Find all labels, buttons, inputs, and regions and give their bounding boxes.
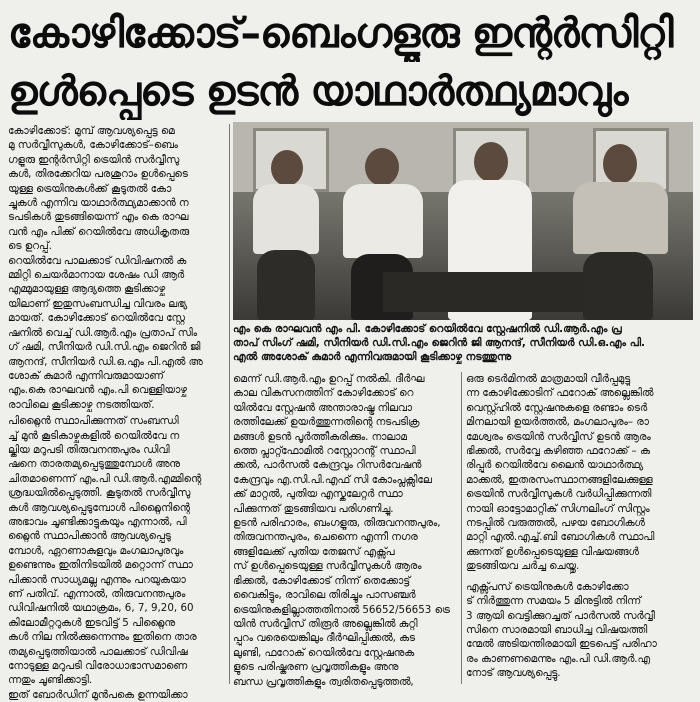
- article-line: റെയിൽവേ പാലക്കാട് ഡിവിഷനൽ ക: [8, 254, 187, 267]
- article-line: ആനന്ദ്, സീനിയർ ഡി.ഒ.എം പി.എൽ അ: [8, 355, 203, 368]
- article-line: ശ്രദ്ധയിൽപ്പെടുത്തി. കൂടുതൽ സർവ്വീസു: [8, 487, 191, 500]
- article-line: എക്സ്പ്രസ് ട്രെയിനുകൾ കോഴിക്കോ: [466, 580, 629, 593]
- article-line: പിറ്റ്ലൈൻ സ്ഥാപിക്കുന്നത് സംബന്ധി: [8, 415, 179, 428]
- article-line: രിപ്പൂർ റെയിൽവേ ലൈൻ യാഥാർത്ഥ്യ: [466, 459, 644, 472]
- article-line: പിക്കാൻ സാധ്യമല്ല എന്നും പറയുകയാ: [8, 573, 186, 586]
- article-line: കേന്ദ്രവും എ.സി.പി.എഫ് സി കോംപ്ലക്സിലേ: [233, 473, 432, 486]
- article-line: ക്കൽ, പാർസൽ കേന്ദ്രവും റിസർവേഷൻ: [233, 459, 422, 472]
- article-line: പിക്കുന്നത് തുടങ്ങിയവ പരിഗണിച്ചു.: [233, 502, 394, 515]
- article-line: ടെ ഉറപ്പ്.: [8, 240, 52, 253]
- article-line: കിലോമീറ്ററുകൾ ഇടവിട്ട് 5 പിറ്റ്ലൈനു: [8, 616, 175, 629]
- column-rule: [461, 372, 462, 684]
- article-line: ഷനിൽ വെച്ച് ഡി.ആർ.എം പ്രതാപ് സിം: [8, 326, 198, 339]
- article-line: യിൽവേ സ്റ്റേഷൻ അന്താരാഷ്ട്ര നിലവാ: [233, 401, 413, 414]
- article-line: രം കാണണമെന്നും എം.പി ഡി.ആർ.എ: [466, 652, 650, 665]
- headline-line-1: കോഴിക്കോട്–ബെംഗളൂരു ഇന്റർസിറ്റി: [8, 9, 673, 57]
- article-line: ഉണ്ടെന്നും ഇതിനിടയിൽ മറ്റൊന്ന് സ്ഥാ: [8, 559, 193, 572]
- article-line: മായത്. കോഴിക്കോട് റെയിൽവേ സ്റ്റേ: [8, 312, 185, 325]
- article-line: രത്തിലേക്ക് ഉയർത്തുന്നതിന്റെ നടപടിക്ര: [233, 416, 420, 429]
- news-photo: [233, 122, 693, 320]
- photo-person: [251, 150, 321, 320]
- article-line: ഭിക്കൽ, കോഴിക്കോട് നിന്ന് തെക്കോട്ട്: [233, 574, 411, 587]
- article-line: ശോക് കുമാർ എന്നിവരുമായാണ്: [8, 369, 164, 382]
- article-line: ഭിക്കൽ, സർവ്വേ കഴിഞ്ഞ ഫറോക്ക് – ക: [466, 445, 650, 458]
- article-column-2: [233, 372, 457, 689]
- article-line: ഉടൻ പരിഹാരം, ബംഗളൂരു, തിരുവനന്തപുരം,: [233, 517, 441, 530]
- article-line: മേശ്വരം ട്രെയിൻ സർവ്വീസ് ഉടൻ ആരം: [466, 430, 651, 443]
- photo-table: [383, 272, 583, 312]
- photo-person: [573, 144, 668, 320]
- article-line: അഭാവം ചൂണ്ടിക്കാട്ടുകയും എന്നാൽ, പി: [8, 515, 187, 528]
- article-line: ങ്ങളിലേക്ക് പുതിയ തേജസ് എക്സ്പ്ര: [233, 545, 395, 558]
- article-line: ലുണ്ടി, ഫറോക് റെയിൽവേ സ്റ്റേഷനുക: [233, 646, 415, 659]
- article-line: പ്പുറം വരെയെങ്കിലും ദീർഘിപ്പിക്കൽ, കട: [233, 632, 416, 645]
- article-line: കൾ ആവശ്യപ്പെടുമ്പോൾ പിറ്റ്ലൈനിന്റെ: [8, 501, 190, 514]
- article-line: മാക്കൽ, ഇതരസംസ്ഥാനങ്ങളിലേക്കുള്ള: [466, 473, 653, 486]
- article-line: ട്രെയിൻ സർവ്വീസുകൾ വർധിപ്പിക്കുന്നതി: [466, 488, 652, 501]
- article-line: നോട് ആവശ്യപ്പെട്ടു.: [466, 667, 561, 680]
- article-line: മു സർവ്വീസുകൾ, കോഴിക്കോട്–ബെം: [8, 139, 178, 152]
- article-line: ക്കുന്നത് ഉൾപ്പെടെയുള്ള വിഷയങ്ങൾ: [466, 545, 639, 558]
- article-line: കൾ, തിരക്കേറിയ പരശുറാം ഉൾപ്പെടെ: [8, 168, 188, 181]
- article-line: സ് ഉൾപ്പെടെയുള്ള സർവ്വീസുകൾ ആരം: [233, 560, 422, 573]
- caption-line: എം കെ രാഘവൻ എം പി. കോഴിക്കോട് റെയിൽവേ സ്റ്റേഷനിൽ ഡി.ആർ.എം പ്ര: [233, 323, 622, 335]
- article-line: നടപ്പിൽ വരുത്തൽ, പഴയ ബോഗികൾ: [466, 517, 645, 530]
- article-line: തമ്യപ്പെടുത്തിയാൽ പാലക്കാട് ഡിവിഷ: [8, 645, 188, 658]
- article-line: നായി ഓട്ടോമാറ്റിക് സിഗ്നലിംഗ് സിസ്റ്റം: [466, 502, 650, 515]
- article-line: കോഴിക്കോട്: മുമ്പ് ആവശ്യപ്പെട്ട മെ: [8, 125, 175, 137]
- article-line: എമ്മുമായുള്ള ആദ്യത്തെ കൂടിക്കാഴ്ച: [8, 283, 166, 296]
- article-line: നോടുള്ള മറുപടി വിരോധാഭാസമാണെ: [8, 660, 187, 673]
- article-line: ന്നതും ചൂണ്ടിക്കാട്ടി.: [8, 674, 93, 687]
- article-line: ഇത് ബോർഡിന് മുൻപകെ ഉന്നയിക്കാ: [8, 688, 188, 701]
- article-line: കൾ നില നിൽക്കുന്നെന്നും ഇതിനെ താര: [8, 631, 197, 644]
- headline-line-2: ഉൾപ്പെടെ ഉടൻ യാഥാർത്ഥ്യമാവും: [8, 67, 628, 115]
- article-line: വൈകിട്ടും, രാവിലെ തിരിച്ചും പാസഞ്ചർ: [233, 589, 416, 602]
- article-line: ഒരു ടെർമിനൽ മാത്രമായി വീർപ്പുമുട്ടു: [466, 373, 631, 385]
- article-line: ട്രെയിനുകളില്ലാത്തതിനാൽ 56652/56653 ട്രെ: [233, 603, 450, 616]
- article-column-3: [466, 372, 692, 681]
- article-line: വൻ എം പിക്ക് റെയിൽവേ അധികൃതരു: [8, 225, 189, 238]
- article-line: വെസ്റ്റ്ഹിൽ സ്റ്റേഷനുകളെ രണ്ടാം ടെർ: [466, 401, 648, 414]
- article-line: രാവിലെ കൂടിക്കാഴ്ച നടത്തിയത്.: [8, 398, 155, 411]
- article-line: മ്പോൾ, ഏറണാകുളവും മംഗലാപുരവും: [8, 544, 184, 557]
- photo-caption: [233, 322, 693, 364]
- article-line: ഡിവിഷനിൽ യഥാക്രമം, 6, 7, 9,20, 60: [8, 602, 194, 615]
- article-line: തിരുവനന്തപുരം, ചെന്നൈ എന്നീ നഗര: [233, 531, 418, 544]
- article-line: ത്തെ പ്ലാറ്റ്ഫോമിൽ റസ്റ്റോറന്റ് സ്ഥാപി: [233, 445, 416, 458]
- article-line: ബന്ധ പ്രവൃത്തികളും ത്വരിതപ്പെടുത്തൽ,: [233, 675, 414, 688]
- article-line: ക്ക് മാറ്റൽ, പുതിയ എസ്കലേറ്റർ സ്ഥാ: [233, 488, 403, 501]
- article-line: ട് നിർത്തുന്ന സമയം 5 മിനുട്ടിൽ നിന്ന്: [466, 595, 641, 608]
- headline: [8, 4, 692, 120]
- article-column-1: [8, 124, 224, 702]
- article-line: മിനലായി ഉയർത്തൽ, മംഗലാപുരം– രാ: [466, 416, 649, 429]
- article-line: ണ് പതിവ്. എന്നാൽ, തിരുവനന്തപുരം: [8, 588, 186, 600]
- article-line: ന്മേൽ അടിയന്തിരമായി ഇടപെട്ട് പരിഹാ: [466, 638, 657, 651]
- article-line: ച്ചുകൾ എന്നിവ യാഥാർത്ഥ്യമാക്കാൻ ന: [8, 197, 189, 210]
- article-line: എം.കെ രാഘവൻ എം.പി വെള്ളിയാഴ്ച: [8, 384, 187, 397]
- article-line: സിനെ സാരമായി ബാധിച്ച വിഷയത്തി: [466, 623, 648, 636]
- article-line: ഷനെ താരതമ്യപ്പെടുത്തുമ്പോൾ അനു: [8, 458, 180, 471]
- article-line: യുള്ള ട്രെയിനുകൾക്ക് കൂടുതൽ കോ: [8, 182, 172, 195]
- article-line: തുടങ്ങിയവ ചർച്ച ചെയ്തു.: [466, 560, 580, 573]
- article-line: മ്മിറ്റി ചെയർമാനായ ശേഷം ഡി ആർ: [8, 269, 185, 282]
- article-line: ല്കിയ മറുപടി തിരുവനന്തപുരം ഡിവി: [8, 443, 170, 456]
- article-line: ചിതമാണെന്ന് എം.പി ഡി.ആർ.എമ്മിന്റെ: [8, 472, 202, 485]
- article-line: ന്ന കോഴിക്കോടിന് ഫറോക് അല്ലെങ്കിൽ: [466, 387, 654, 400]
- caption-line: താപ് സിംഗ് ഷമി, സീനിയർ ഡി.സി.എം ജെറിൻ ജി ആനന്ദ്, സീനിയർ ഡി.ഒ.എം പി.: [233, 337, 645, 349]
- article-line: ടപടികൾ തുടങ്ങിയെന്ന് എം കെ രാഘ: [8, 211, 189, 224]
- article-line: ഗളൂരു ഇന്റർസിറ്റി ട്രെയിൻ സർവ്വീസു: [8, 153, 180, 166]
- article-line: 3 ആയി വെട്ടിക്കുറച്ചത് പാർസൽ സർവ്വീ: [466, 609, 655, 622]
- article-line: യിൻ സർവ്വീസ് തിരൂർ അല്ലെങ്കിൽ കുറ്റി: [233, 617, 418, 630]
- article-line: മാറ്റി എൽ.എച്ച്.ബി ബോഗികൾ സ്ഥാപി: [466, 531, 655, 544]
- caption-line: എൽ അശോക് കുമാർ എന്നിവരുമായി കൂടിക്കാഴ്ച നടത്തുന്നു: [233, 351, 512, 363]
- column-rule: [229, 124, 230, 684]
- article-line: കാല വികസനത്തിന് കോഴിക്കോട് റെ: [233, 387, 414, 400]
- article-line: ഗ് ഷമി, സീനിയർ ഡി.സി.എം ജെറിൻ ജി: [8, 341, 201, 354]
- article-line: ച്ച് മുൻ കൂടികാഴ്ചകളിൽ റെയിൽവേ ന: [8, 429, 180, 442]
- article-line: റ്റ്ലൈൻ സ്ഥാപിക്കാൻ ആവശ്യപ്പെടു: [8, 530, 171, 543]
- article-line: മെന്ന് ഡി.ആർ.എം ഉറപ്പ് നൽകി. ദീർഘ: [233, 373, 425, 385]
- article-line: ളുടെ പരിഷ്കരണ പ്രവൃത്തികളും അനു: [233, 661, 399, 674]
- article-line: മങ്ങൾ ഉടൻ പൂർത്തീകരിക്കും. നാലാമ: [233, 430, 407, 443]
- article-line: യിലാണ് ഇതുസംബന്ധിച്ച വിവരം ലഭ്യ: [8, 297, 188, 310]
